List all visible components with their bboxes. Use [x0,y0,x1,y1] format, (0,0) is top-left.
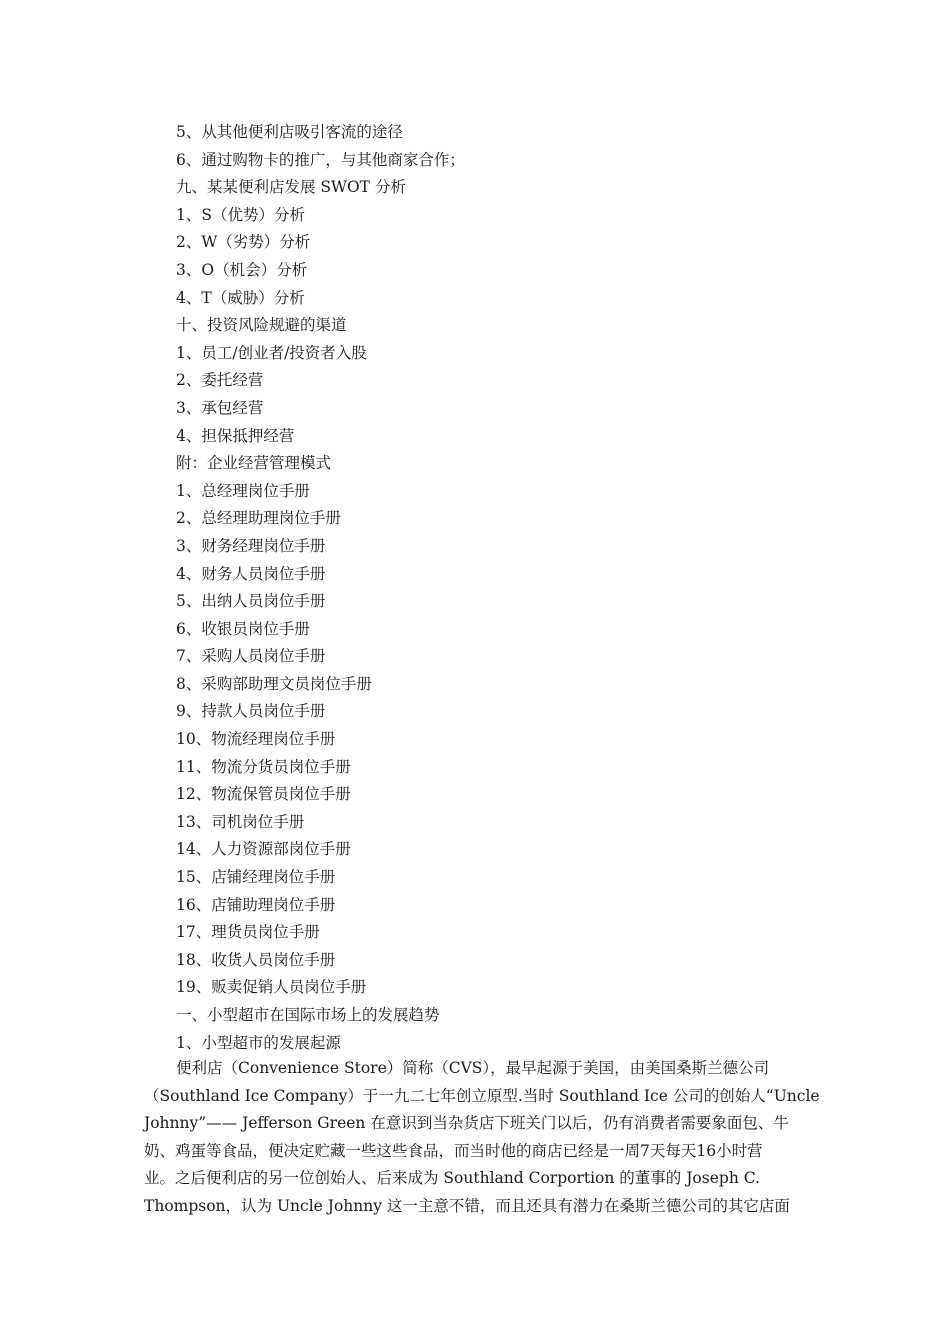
section-heading: 九、某某便利店发展 SWOT 分析 [176,178,406,197]
list-item: 3、O（机会）分析 [176,260,308,279]
list-item: 4、T（威胁）分析 [176,288,305,307]
paragraph-line: 奶、鸡蛋等食品，便决定贮藏一些这些食品，而当时他的商店已经是一周7天每天16小时营 [144,1141,763,1160]
list-item: 2、委托经营 [176,371,264,390]
body-paragraph [144,1055,820,1221]
list-item: 1、员工/创业者/投资者入股 [176,343,367,362]
list-item: 6、通过购物卡的推广，与其他商家合作； [176,150,465,169]
list-item: 10、物流经理岗位手册 [176,730,336,749]
list-item: 5、出纳人员岗位手册 [176,592,326,611]
list-item: 19、贩卖促销人员岗位手册 [176,978,367,997]
list-item: 2、W（劣势）分析 [176,233,311,252]
paragraph-line: （Southland Ice Company）于一九二七年创立原型.当时 Southland Ice 公司的创始人“Uncle [144,1086,820,1105]
paragraph-line: Johnny”—— Jefferson Green 在意识到当杂货店下班关门以后，仍有消费者需要象面包、牛 [144,1114,789,1133]
paragraph-line: Thompson，认为 Uncle Johnny 这一主意不错，而且还具有潜力在桑斯兰德公司的其它店面 [144,1196,790,1215]
list-item: 3、承包经营 [176,398,264,417]
list-item: 11、物流分货员岗位手册 [176,757,351,776]
list-item: 12、物流保管员岗位手册 [176,785,351,804]
paragraph-line: 业。之后便利店的另一位创始人、后来成为 Southland Corportion 的董事的 Joseph C. [144,1169,760,1188]
list-item: 13、司机岗位手册 [176,812,305,831]
section-heading: 一、小型超市在国际市场上的发展趋势 [176,1006,440,1024]
list-item: 1、总经理岗位手册 [176,481,310,500]
list-item: 17、理货员岗位手册 [176,923,320,942]
outline-list [176,119,816,1057]
section-heading: 十、投资风险规避的渠道 [176,316,347,335]
list-item: 5、从其他便利店吸引客流的途径 [176,123,403,141]
list-item: 4、担保抵押经营 [176,426,295,445]
section-heading: 附：企业经营管理模式 [176,454,332,473]
list-item: 6、收银员岗位手册 [176,619,310,638]
list-item: 3、财务经理岗位手册 [176,536,326,555]
list-item: 7、采购人员岗位手册 [176,647,326,666]
list-item: 14、人力资源部岗位手册 [176,840,351,859]
list-item: 1、小型超市的发展起源 [176,1033,341,1052]
list-item: 15、店铺经理岗位手册 [176,868,336,887]
paragraph-line: 便利店（Convenience Store）简称（CVS），最早起源于美国，由美国桑斯兰德公司 [176,1059,770,1077]
list-item: 9、持款人员岗位手册 [176,702,326,721]
list-item: 1、S（优势）分析 [176,205,305,224]
list-item: 18、收货人员岗位手册 [176,950,336,969]
list-item: 16、店铺助理岗位手册 [176,895,336,914]
list-item: 2、总经理助理岗位手册 [176,509,341,528]
list-item: 4、财务人员岗位手册 [176,564,326,583]
list-item: 8、采购部助理文员岗位手册 [176,674,372,693]
